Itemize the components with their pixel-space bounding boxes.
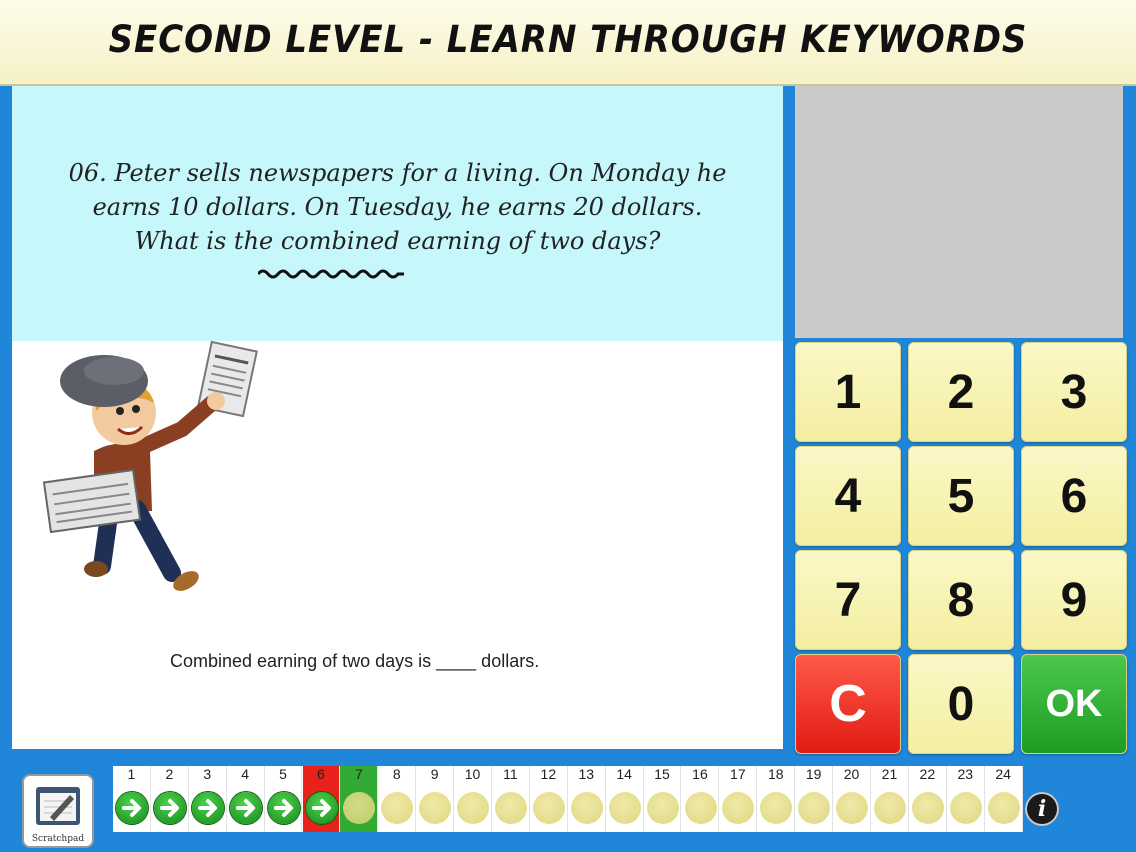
question-number: 20 — [843, 766, 860, 782]
bottom-bar — [0, 760, 1136, 852]
question-cell-22[interactable] — [909, 766, 947, 832]
question-cell-3[interactable] — [189, 766, 227, 832]
arrow-right-icon — [116, 792, 148, 824]
question-cell-17[interactable] — [719, 766, 757, 832]
question-panel — [12, 86, 783, 341]
question-cell-5[interactable] — [265, 766, 303, 832]
question-number: 7 — [354, 766, 363, 782]
question-line-2: earns 10 dollars. On Tuesday, he earns 20 dollars. — [92, 193, 703, 221]
question-cell-8[interactable] — [378, 766, 416, 832]
pending-dot-icon — [457, 792, 489, 824]
question-number: 6 — [317, 766, 325, 782]
question-number: 19 — [805, 766, 822, 782]
clear-button[interactable]: C — [795, 654, 901, 754]
scratchpad-button[interactable] — [22, 774, 94, 848]
question-number: 9 — [430, 766, 439, 782]
scratchpad-label: Scratchpad — [31, 834, 85, 844]
question-cell-4[interactable] — [227, 766, 265, 832]
answer-display — [795, 86, 1123, 338]
key-6[interactable]: 6 — [1021, 446, 1127, 546]
question-progress-bar — [113, 766, 1023, 832]
ok-button[interactable]: OK — [1021, 654, 1127, 754]
pending-dot-icon — [912, 792, 944, 824]
question-cell-11[interactable] — [492, 766, 530, 832]
pending-dot-icon — [836, 792, 868, 824]
arrow-right-icon — [268, 792, 300, 824]
key-4[interactable]: 4 — [795, 446, 901, 546]
question-number: 5 — [279, 766, 287, 782]
question-number: 18 — [767, 766, 784, 782]
question-cell-24[interactable] — [985, 766, 1023, 832]
pending-dot-icon — [609, 792, 641, 824]
question-number: 13 — [578, 766, 595, 782]
question-cell-23[interactable] — [947, 766, 985, 832]
question-number: 8 — [392, 766, 401, 782]
key-2[interactable]: 2 — [908, 342, 1014, 442]
question-number: 14 — [616, 766, 632, 782]
question-number: 24 — [995, 766, 1011, 782]
question-cell-16[interactable] — [682, 766, 720, 832]
key-1[interactable]: 1 — [795, 342, 901, 442]
arrow-right-icon — [230, 792, 262, 824]
question-number: 3 — [203, 766, 212, 782]
question-line-1: 06. Peter sells newspapers for a living. On Monday he — [68, 159, 727, 187]
key-7[interactable]: 7 — [795, 550, 901, 650]
pending-dot-icon — [798, 792, 830, 824]
key-3[interactable]: 3 — [1021, 342, 1127, 442]
question-cell-13[interactable] — [568, 766, 606, 832]
question-cell-1[interactable] — [113, 766, 151, 832]
pending-dot-icon — [381, 792, 413, 824]
work-area — [12, 341, 783, 749]
key-9[interactable]: 9 — [1021, 550, 1127, 650]
pending-dot-icon — [760, 792, 792, 824]
key-5[interactable]: 5 — [908, 446, 1014, 546]
arrow-right-icon — [154, 792, 186, 824]
question-text — [12, 156, 783, 258]
question-number: 1 — [127, 766, 136, 782]
question-number: 10 — [464, 766, 481, 782]
level-title: SECOND LEVEL - LEARN THROUGH KEYWORDS — [108, 18, 1028, 61]
question-number: 23 — [957, 766, 974, 782]
question-cell-7[interactable] — [340, 766, 378, 832]
question-cell-12[interactable] — [530, 766, 568, 832]
question-number: 16 — [692, 766, 708, 782]
arrow-right-icon — [192, 792, 224, 824]
key-0[interactable]: 0 — [908, 654, 1014, 754]
question-number: 2 — [165, 766, 174, 782]
pending-dot-icon — [647, 792, 679, 824]
question-cell-14[interactable] — [606, 766, 644, 832]
number-keypad — [795, 340, 1129, 756]
question-number: 12 — [540, 766, 557, 782]
question-cell-20[interactable] — [833, 766, 871, 832]
pending-dot-icon — [571, 792, 603, 824]
pending-dot-icon — [419, 792, 451, 824]
pending-dot-icon — [495, 792, 527, 824]
question-number: 21 — [881, 766, 898, 782]
question-number: 11 — [503, 766, 518, 782]
arrow-right-icon — [306, 792, 338, 824]
pending-dot-icon — [685, 792, 717, 824]
question-line-3: What is the combined earning of two days? — [134, 227, 661, 255]
pending-dot-icon — [950, 792, 982, 824]
info-icon[interactable]: i — [1025, 792, 1059, 826]
pending-dot-icon — [988, 792, 1020, 824]
keyword-underline-squiggle — [258, 268, 404, 280]
question-cell-21[interactable] — [871, 766, 909, 832]
question-number: 22 — [919, 766, 936, 782]
pending-dot-icon — [343, 792, 375, 824]
pending-dot-icon — [722, 792, 754, 824]
question-number: 17 — [730, 766, 746, 782]
question-cell-18[interactable] — [757, 766, 795, 832]
question-cell-9[interactable] — [416, 766, 454, 832]
title-bar — [0, 0, 1136, 86]
question-cell-10[interactable] — [454, 766, 492, 832]
pending-dot-icon — [874, 792, 906, 824]
newspaper-boy-illustration — [32, 341, 272, 601]
question-cell-15[interactable] — [644, 766, 682, 832]
scratchpad-icon — [32, 781, 84, 829]
question-cell-6[interactable] — [303, 766, 341, 832]
key-8[interactable]: 8 — [908, 550, 1014, 650]
answer-sentence: Combined earning of two days is ____ dollars. — [170, 651, 540, 671]
question-cell-19[interactable] — [795, 766, 833, 832]
pending-dot-icon — [533, 792, 565, 824]
question-number: 15 — [654, 766, 670, 782]
question-cell-2[interactable] — [151, 766, 189, 832]
question-number: 4 — [241, 766, 250, 782]
